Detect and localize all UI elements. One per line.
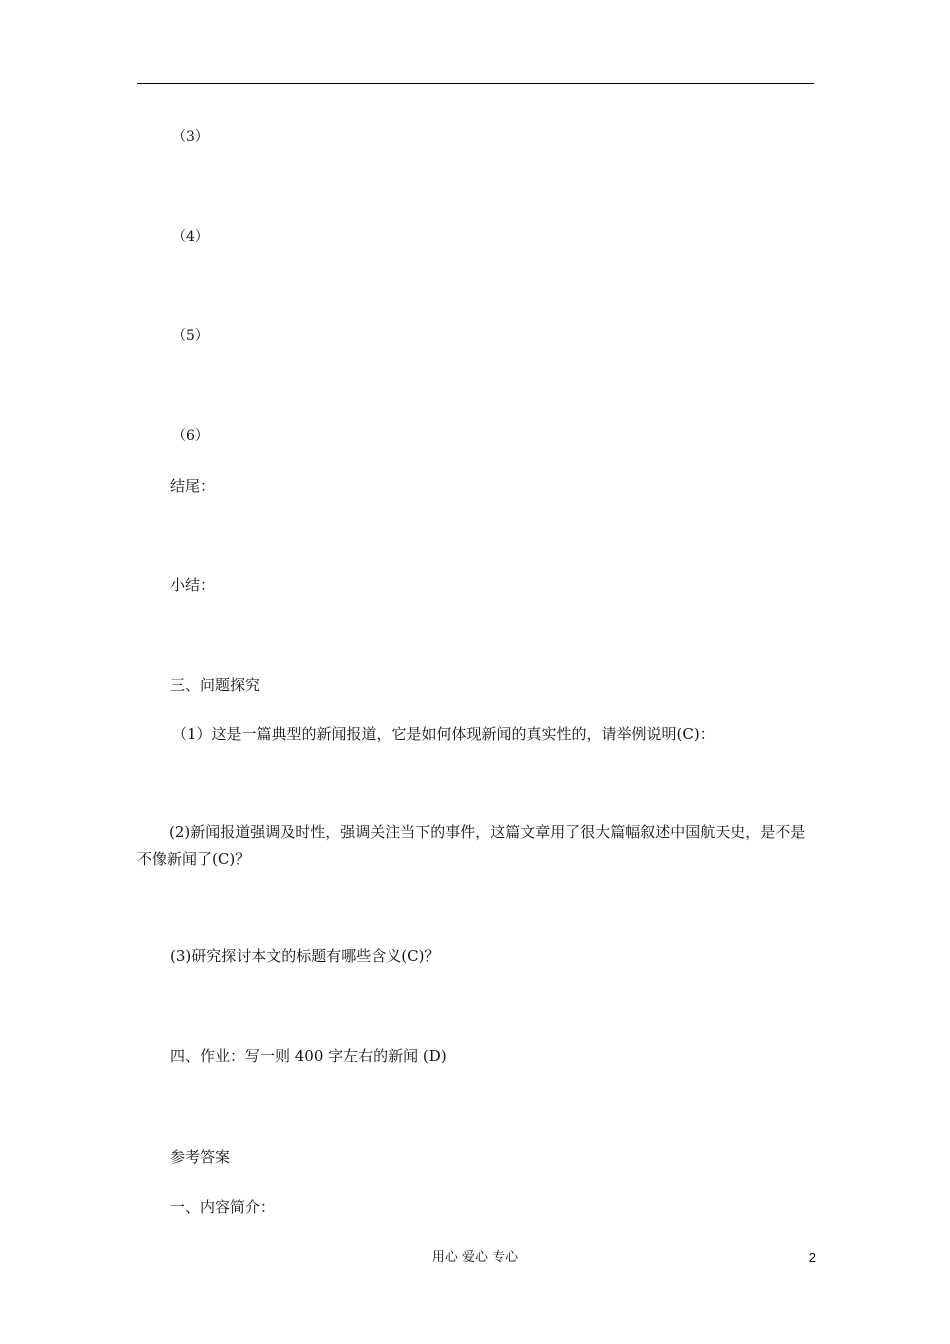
footer-text: 用心 爱心 专心 [431,1250,519,1265]
outline-item-6: （6） [172,428,209,444]
header-rule [137,83,814,84]
page-number: 2 [808,1250,816,1265]
outline-item-5: （5） [172,328,209,344]
question-2: (2)新闻报道强调及时性，强调关注当下的事件，这篇文章用了很大篇幅叙述中国航天史，是不是不像新闻了(C)？ [137,823,806,868]
question-1: （1）这是一篇典型的新闻报道，它是如何体现新闻的真实性的，请举例说明(C)： [172,725,715,743]
section-4-heading: 四、作业：写一则 400 字左右的新闻 (D) [170,1047,447,1065]
outline-item-4: （4） [172,229,209,245]
outline-item-3: （3） [172,129,209,145]
outline-ending-label: 结尾： [170,477,216,495]
answers-heading: 参考答案 [170,1148,231,1166]
outline-summary-label: 小结： [170,576,216,594]
question-3: (3)研究探讨本文的标题有哪些含义(C)？ [170,947,440,965]
answers-intro-label: 一、内容简介： [170,1198,276,1216]
section-3-heading: 三、问题探究 [170,676,261,694]
